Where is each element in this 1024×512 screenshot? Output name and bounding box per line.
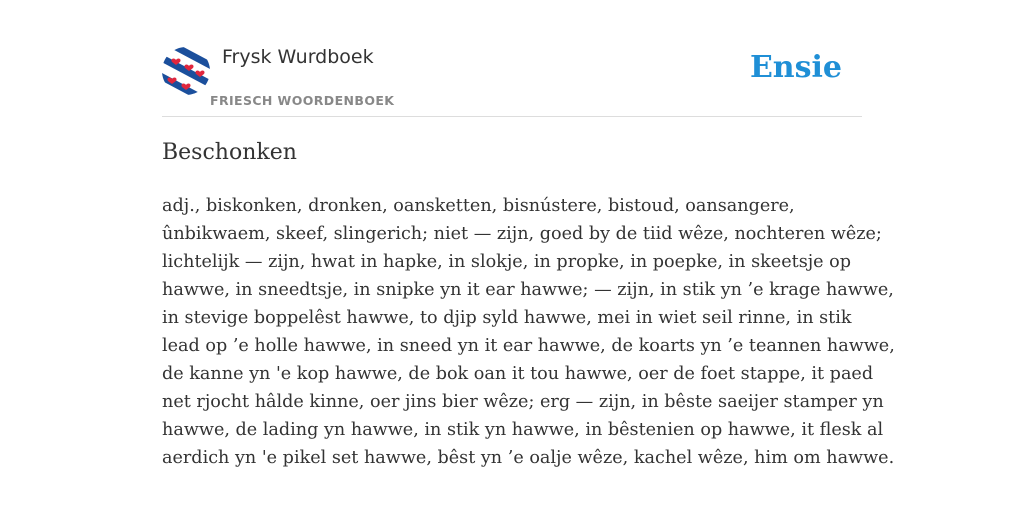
definition-line: aerdich yn 'e pikel set hawwe, bêst yn ’e oalje wêze, kachel wêze, him om hawwe. (162, 448, 895, 468)
site-subtitle: FRIESCH WOORDENBOEK (210, 93, 395, 108)
site-title[interactable]: Frysk Wurdboek (222, 46, 374, 68)
site-header (162, 44, 862, 117)
definition-line: net rjocht hâlde kinne, oer jins bier wêze; erg — zijn, in bêste saeijer stamper yn (162, 392, 884, 412)
entry-headword: Beschonken (162, 140, 297, 165)
ensie-brand-link[interactable]: Ensie (749, 50, 842, 85)
definition-line: lichtelijk — zijn, hwat in hapke, in slokje, in propke, in poepke, in skeetsje op (162, 252, 852, 272)
definition-line: lead op ’e holle hawwe, in sneed yn it ear hawwe, de koarts yn ’e teannen hawwe, (162, 336, 895, 356)
definition-line: ûnbikwaem, skeef, slingerich; niet — zijn, goed by de tiid wêze, nochteren wêze; (162, 224, 882, 244)
definition-line: hawwe, in sneedtsje, in snipke yn it ear hawwe; — zijn, in stik yn ’e krage hawwe, (162, 280, 894, 300)
definition-line: de kanne yn 'e kop hawwe, de bok oan it tou hawwe, oer de foet stappe, it paed (162, 364, 874, 384)
definition-line: in stevige boppelêst hawwe, to djip syld hawwe, mei in wiet seil rinne, in stik (162, 308, 852, 328)
definition-line: adj., biskonken, dronken, oansketten, bisnústere, bistoud, oansangere, (162, 196, 795, 216)
definition-line: hawwe, de lading yn hawwe, in stik yn hawwe, in bêstenien op hawwe, it flesk al (162, 420, 884, 440)
entry-definition (162, 192, 895, 472)
frisian-flag-icon[interactable] (162, 47, 210, 95)
